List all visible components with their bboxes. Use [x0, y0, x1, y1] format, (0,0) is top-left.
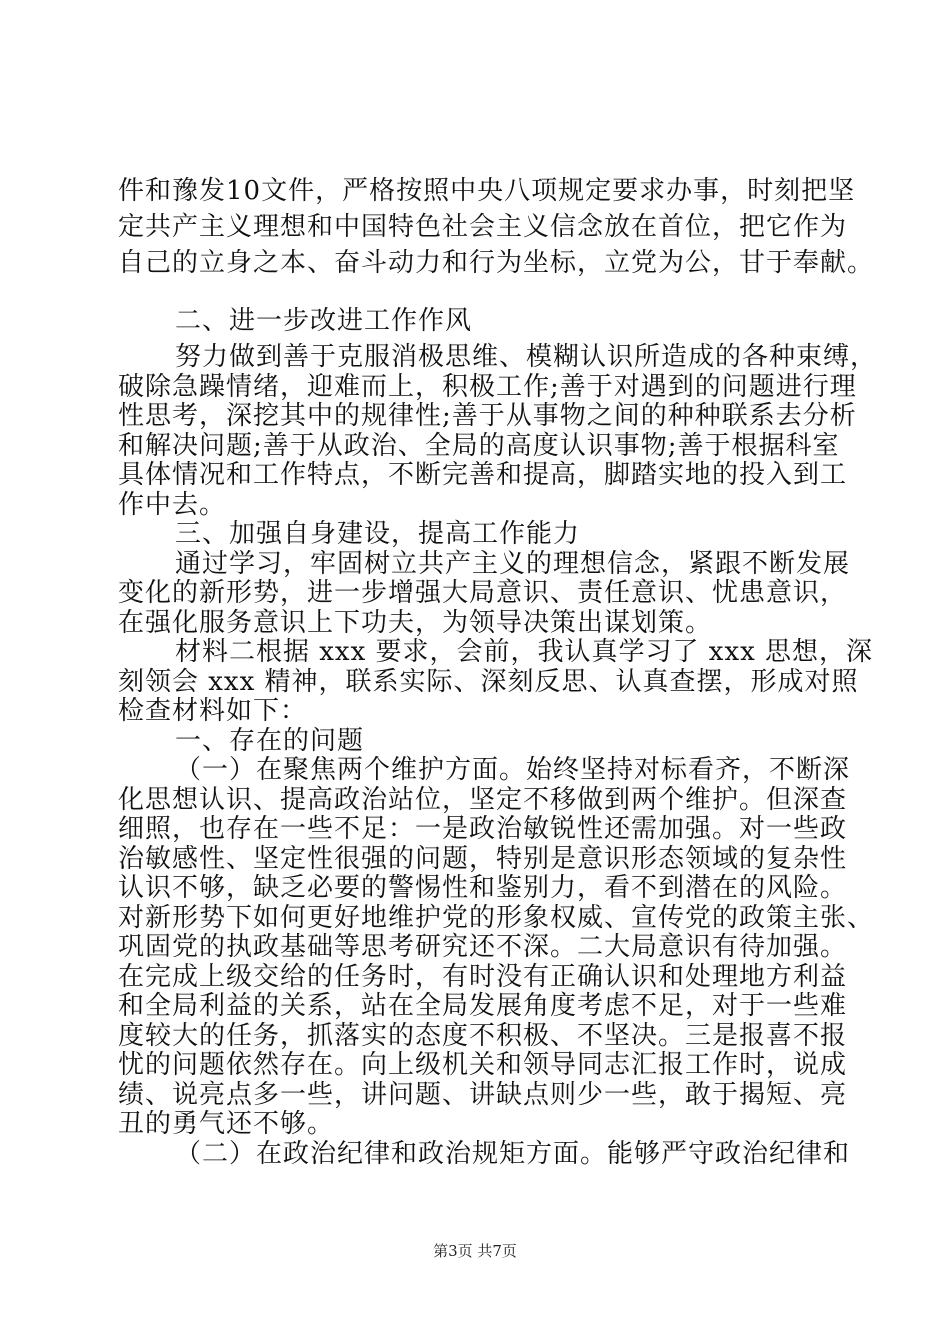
text-line: 性思考，深挖其中的规律性;善于从事物之间的种种联系去分析	[118, 401, 857, 431]
text-line: 努力做到善于克服消极思维、模糊认识所造成的各种束缚，	[175, 342, 878, 372]
text-line: 巩固党的执政基础等思考研究还不深。二大局意识有待加强。	[118, 932, 848, 962]
text-line: 件和豫发10文件，严格按照中央八项规定要求办事，时刻把坚	[118, 176, 856, 206]
text-line: 细照，也存在一些不足：一是政治敏锐性还需加强。对一些政	[118, 814, 848, 844]
text-line: 忧的问题依然存在。向上级机关和领导同志汇报工作时，说成	[118, 1050, 848, 1080]
text-line: 和解决问题;善于从政治、全局的高度认识事物;善于根据科室	[118, 431, 840, 461]
page-footer: 第3页 共7页	[433, 1242, 517, 1260]
text-line: 检查材料如下：	[118, 696, 308, 726]
text-line: 具体情况和工作特点，不断完善和提高，脚踏实地的投入到工	[118, 460, 848, 490]
text-line: 治敏感性、坚定性很强的问题，特别是意识形态领域的复杂性	[118, 844, 848, 874]
text-line: 通过学习，牢固树立共产主义的理想信念，紧跟不断发展	[175, 549, 851, 579]
text-line: 化思想认识、提高政治站位，坚定不移做到两个维护。但深查	[118, 785, 848, 815]
text-line: 在完成上级交给的任务时，有时没有正确认识和处理地方利益	[118, 962, 848, 992]
text-line: 和全局利益的关系，站在全局发展角度考虑不足，对于一些难	[118, 991, 848, 1021]
section-heading: 三、加强自身建设，提高工作能力	[175, 519, 581, 549]
text-line: 在强化服务意识上下功夫，为领导决策出谋划策。	[118, 608, 713, 638]
text-line: 变化的新形势，进一步增强大局意识、责任意识、忧患意识，	[118, 578, 848, 608]
text-line: 刻领会 xxx 精神，联系实际、深刻反思、认真查摆，形成对照	[118, 667, 859, 697]
section-heading: 二、进一步改进工作作风	[175, 306, 473, 336]
text-line: 丑的勇气还不够。	[118, 1109, 335, 1139]
text-line: 认识不够，缺乏必要的警惕性和鉴别力，看不到潜在的风险。	[118, 873, 848, 903]
text-line: 自己的立身之本、奋斗动力和行为坐标，立党为公，甘于奉献。	[118, 248, 875, 278]
text-line: 作中去。	[118, 490, 227, 520]
text-line: （一）在聚焦两个维护方面。始终坚持对标看齐，不断深	[175, 755, 851, 785]
text-line: 定共产主义理想和中国特色社会主义信念放在首位，把它作为	[118, 212, 848, 242]
text-line: 材料二根据 xxx 要求，会前，我认真学习了 xxx 思想，深	[175, 637, 874, 667]
text-line: 对新形势下如何更好地维护党的形象权威、宣传党的政策主张、	[118, 903, 875, 933]
text-line: （二）在政治纪律和政治规矩方面。能够严守政治纪律和	[175, 1139, 851, 1169]
text-line: 绩、说亮点多一些，讲问题、讲缺点则少一些，敢于揭短、亮	[118, 1080, 848, 1110]
text-line: 度较大的任务，抓落实的态度不积极、不坚决。三是报喜不报	[118, 1021, 848, 1051]
text-line: 破除急躁情绪，迎难而上，积极工作;善于对遇到的问题进行理	[118, 372, 857, 402]
section-heading: 一、存在的问题	[175, 726, 365, 756]
